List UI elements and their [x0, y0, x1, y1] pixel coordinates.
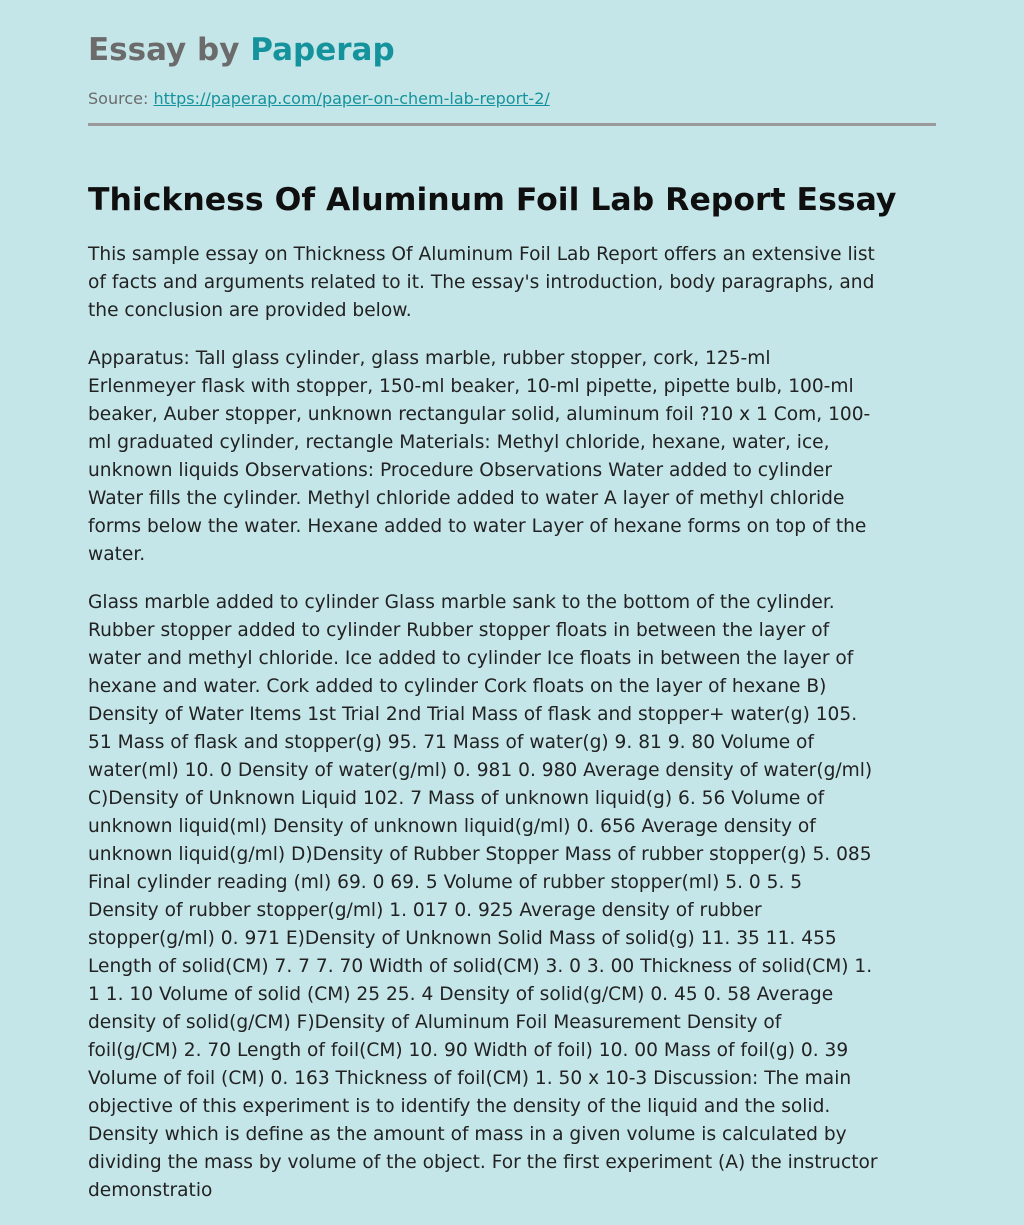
results-paragraph	[88, 589, 936, 1205]
text-line: unknown liquid(ml) Density of unknown liquid(g/ml) 0. 656 Average density of	[88, 816, 816, 837]
text-line: water and methyl chloride. Ice added to cylinder Ice floats in between the layer of	[88, 648, 854, 669]
text-line: Density of Water Items 1st Trial 2nd Trial Mass of flask and stopper+ water(g) 105.	[88, 704, 858, 725]
header-divider	[88, 123, 936, 126]
source-line	[88, 88, 550, 110]
text-line: Erlenmeyer flask with stopper, 150-ml beaker, 10-ml pipette, pipette bulb, 100-ml	[88, 376, 854, 397]
text-line: Density of rubber stopper(g/ml) 1. 017 0. 925 Average density of rubber	[88, 900, 762, 921]
text-line: 1 1. 10 Volume of solid (CM) 25 25. 4 Density of solid(g/CM) 0. 45 0. 58 Average	[88, 984, 834, 1005]
text-line: Volume of foil (CM) 0. 163 Thickness of foil(CM) 1. 50 x 10-3 Discussion: The main	[88, 1068, 852, 1089]
apparatus-paragraph	[88, 345, 936, 569]
source-link[interactable]: https://paperap.com/paper-on-chem-lab-report-2/	[153, 89, 550, 108]
intro-paragraph	[88, 241, 936, 325]
text-line: unknown liquid(g/ml) D)Density of Rubber Stopper Mass of rubber stopper(g) 5. 085	[88, 844, 872, 865]
text-line: Density which is define as the amount of mass in a given volume is calculated by	[88, 1124, 847, 1145]
text-line: of facts and arguments related to it. The essay's introduction, body paragraphs, and	[88, 272, 875, 293]
text-line: forms below the water. Hexane added to water Layer of hexane forms on top of the	[88, 516, 867, 537]
text-line: Apparatus: Tall glass cylinder, glass marble, rubber stopper, cork, 125-ml	[88, 348, 771, 369]
text-line: stopper(g/ml) 0. 971 E)Density of Unknown Solid Mass of solid(g) 11. 35 11. 455	[88, 928, 837, 949]
text-line: demonstratio	[88, 1180, 213, 1201]
text-line: This sample essay on Thickness Of Aluminum Foil Lab Report offers an extensive list	[88, 244, 875, 265]
text-line: dividing the mass by volume of the object. For the first experiment (A) the instructor	[88, 1152, 878, 1173]
page-title: Thickness Of Aluminum Foil Lab Report Essay	[88, 182, 897, 218]
brand-prefix: Essay by	[88, 32, 251, 68]
text-line: 51 Mass of flask and stopper(g) 95. 71 Mass of water(g) 9. 81 9. 80 Volume of	[88, 732, 814, 753]
text-line: Water fills the cylinder. Methyl chloride added to water A layer of methyl chloride	[88, 488, 845, 509]
source-label: Source:	[88, 89, 149, 108]
text-line: unknown liquids Observations: Procedure Observations Water added to cylinder	[88, 460, 832, 481]
text-line: density of solid(g/CM) F)Density of Aluminum Foil Measurement Density of	[88, 1012, 782, 1033]
text-line: water.	[88, 544, 146, 565]
text-line: Length of solid(CM) 7. 7 7. 70 Width of solid(CM) 3. 0 3. 00 Thickness of solid(CM) 1.	[88, 956, 873, 977]
brand-name: Paperap	[250, 32, 395, 68]
text-line: beaker, Auber stopper, unknown rectangular solid, aluminum foil ?10 x 1 Com, 100-	[88, 404, 871, 425]
text-line: Final cylinder reading (ml) 69. 0 69. 5 Volume of rubber stopper(ml) 5. 0 5. 5	[88, 872, 803, 893]
text-line: hexane and water. Cork added to cylinder Cork floats on the layer of hexane B)	[88, 676, 827, 697]
site-brand[interactable]	[88, 30, 395, 70]
text-line: C)Density of Unknown Liquid 102. 7 Mass of unknown liquid(g) 6. 56 Volume of	[88, 788, 825, 809]
text-line: objective of this experiment is to identify the density of the liquid and the solid.	[88, 1096, 831, 1117]
text-line: ml graduated cylinder, rectangle Materials: Methyl chloride, hexane, water, ice,	[88, 432, 830, 453]
text-line: the conclusion are provided below.	[88, 300, 412, 321]
text-line: Rubber stopper added to cylinder Rubber stopper floats in between the layer of	[88, 620, 830, 641]
text-line: foil(g/CM) 2. 70 Length of foil(CM) 10. 90 Width of foil) 10. 00 Mass of foil(g) 0. 39	[88, 1040, 849, 1061]
text-line: Glass marble added to cylinder Glass marble sank to the bottom of the cylinder.	[88, 592, 835, 613]
text-line: water(ml) 10. 0 Density of water(g/ml) 0. 981 0. 980 Average density of water(g/ml)	[88, 760, 873, 781]
